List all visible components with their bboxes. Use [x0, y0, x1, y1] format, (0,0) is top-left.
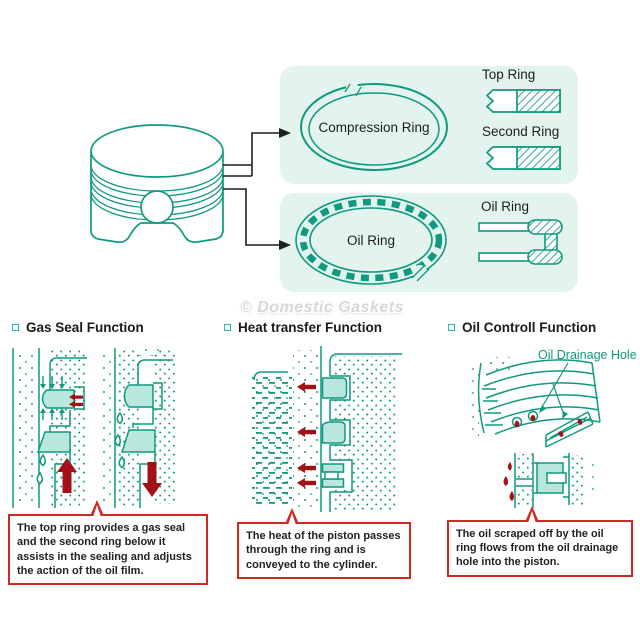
piston-section-3d [469, 357, 600, 437]
oil-ring-icon-label: Oil Ring [481, 199, 530, 214]
callout-tail [525, 506, 539, 522]
oil-connector-line [223, 189, 279, 245]
gas-seal-note [8, 514, 208, 585]
oil-drop [510, 491, 515, 501]
oil-droplet [37, 473, 42, 484]
oil-drop [508, 462, 512, 471]
heading-heat-transfer [224, 320, 382, 335]
oil-control-diagram [440, 335, 640, 520]
heading-gas-seal [12, 320, 144, 335]
oil-droplet [119, 457, 124, 468]
watermark: © Domestic Gaskets [240, 299, 404, 316]
bullet-icon [448, 324, 455, 331]
note-text: The oil scraped off by the oil ring flows from the oil drainage hole into the piston. [456, 528, 619, 569]
top-ring-section [323, 378, 347, 398]
gas-seal-diagram [5, 340, 220, 512]
piston-crown [91, 125, 223, 177]
piston-illustration [91, 125, 223, 242]
second-ring-label: Second Ring [482, 124, 560, 139]
bullet-icon [224, 324, 231, 331]
oil-drop [531, 415, 536, 421]
second-ring-section [38, 432, 70, 452]
leader-arrow-icon [562, 411, 568, 419]
oil-ring-illustration [296, 196, 446, 284]
oil-droplet [115, 435, 120, 446]
oil-ring-slot [547, 473, 566, 483]
note-text: The top ring provides a gas seal and the second ring below it assists in the sealing and adjusts the action of the oil film. [17, 522, 192, 577]
ring-gap [413, 265, 427, 279]
top-ring-section [125, 385, 154, 407]
oil-ring-group-label: Oil Ring [346, 233, 396, 248]
oil-ring-slot [325, 472, 338, 479]
second-ring-cross-section [482, 124, 560, 169]
oil-ring-top-rail [479, 223, 531, 231]
oil-droplet [117, 413, 122, 424]
top-overview-art [0, 0, 640, 300]
oil-ring-rail [323, 464, 344, 472]
note-text: The heat of the piston passes through the ring and is conveyed to the cylinder. [246, 530, 401, 571]
piston-left-contour [479, 363, 484, 433]
heading-label: Heat transfer Function [238, 320, 383, 335]
top-ring-section [43, 390, 75, 408]
oil-ring-rail [323, 479, 344, 487]
heading-label: Gas Seal Function [26, 320, 144, 335]
callout-tail [90, 500, 104, 516]
top-ring-label: Top Ring [482, 67, 536, 82]
bullet-icon [12, 324, 19, 331]
compression-ring-label: Compression Ring [318, 120, 430, 135]
oil-drainage-hole-label: Oil Drainage Hole [538, 348, 637, 362]
oil-drop [504, 476, 509, 486]
oil-ring-channel-detail [546, 412, 593, 447]
oil-control-note [447, 520, 633, 577]
oil-ring-bottom-rail [479, 253, 531, 261]
heading-label: Oil Controll Function [462, 320, 597, 335]
callout-tail [285, 508, 299, 524]
heading-oil-control [448, 320, 596, 335]
heat-transfer-note [237, 522, 411, 579]
heat-transfer-diagram [230, 340, 410, 520]
wrist-pin-hole [141, 191, 173, 223]
oil-ring-cross-section-lower [504, 453, 599, 508]
oil-drop [515, 421, 520, 427]
second-ring-section [323, 422, 346, 443]
compression-connector-line [223, 133, 279, 176]
oil-droplet [40, 455, 45, 466]
